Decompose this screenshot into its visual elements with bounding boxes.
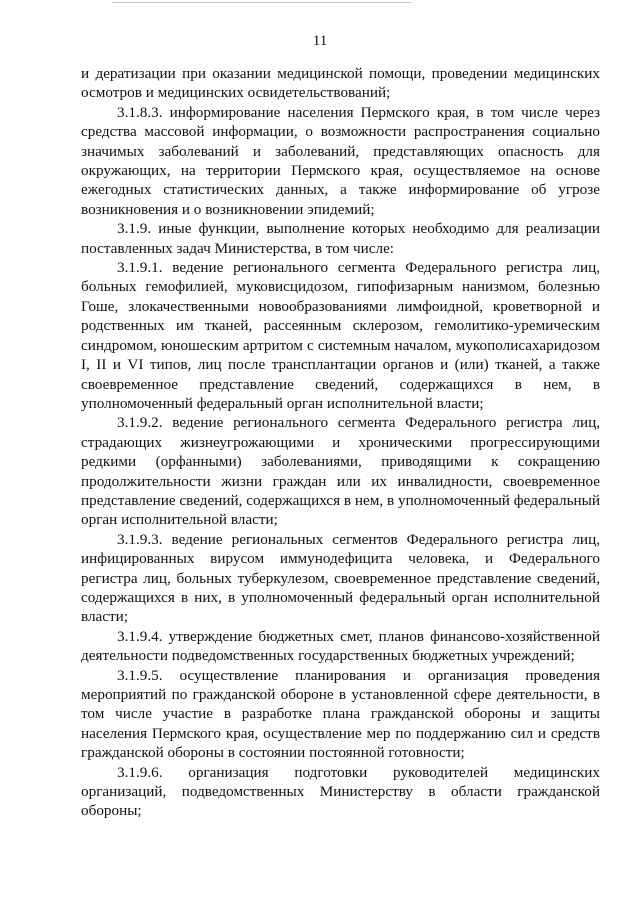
paragraph-3-1-9-1: 3.1.9.1. ведение регионального сегмента Федерального регистра лиц, больных гемофилией, муковисцидозом, гипофизарным нанизмом, болезнью Гоше, злокачественными новообразованиями лимфоидной, кроветворной и родственных им тканей, рассеянным склерозом, гемолитико-уремическим синдромом, юношеским артритом с системным началом, мукополисахаридозом I, II и VI типов, лиц после трансплантации органов и (или) тканей, а также своевременное представление сведений, содержащихся в нем, в уполномоченный федеральный орган исполнительной власти; (81, 259, 600, 412)
top-border-line (112, 2, 412, 3)
paragraph-3-1-9-3: 3.1.9.3. ведение региональных сегментов Федерального регистра лиц, инфицированных вирусом иммунодефицита человека, и Федерального регистра лиц, больных туберкулезом, своевременное представление сведений, содержащихся в них, в уполномоченный федеральный орган исполнительной власти; (81, 530, 600, 626)
page-number: 11 (312, 33, 328, 49)
document-body (81, 64, 600, 821)
paragraph-3-1-8-3: 3.1.8.3. информирование населения Пермского края, в том числе через средства массовой информации, о возможности распространения социально значимых заболеваний и заболеваний, представляющих опасность для окружающих, на территории Пермского края, осуществляемое на основе ежегодных статистических данных, а также информирование об угрозе возникновения и о возникновении эпидемий; (81, 103, 600, 218)
paragraph-3-1-9-6: 3.1.9.6. организация подготовки руководителей медицинских организаций, подведомственных Министерству в области гражданской обороны; (81, 763, 600, 820)
paragraph-3-1-9-5: 3.1.9.5. осуществление планирования и организация проведения мероприятий по гражданской обороне в установленной сфере деятельности, в том числе участие в разработке плана гражданской обороны и защиты населения Пермского края, осуществление мер по поддержанию сил и средств гражданской обороны в состоянии постоянной готовности; (81, 666, 600, 762)
paragraph-3-1-9: 3.1.9. иные функции, выполнение которых необходимо для реализации поставленных задач Министерства, в том числе: (81, 220, 600, 257)
paragraph-3-1-9-2: 3.1.9.2. ведение регионального сегмента Федерального регистра лиц, страдающих жизнеугрожающими и хроническими прогрессирующими редкими (орфанными) заболеваниями, приводящими к сокращению продолжительности жизни граждан или их инвалидности, своевременное представление сведений, содержащихся в нем, в уполномоченный федеральный орган исполнительной власти; (81, 414, 600, 529)
paragraph-dezinsection-continuation: и дератизации при оказании медицинской помощи, проведении медицинских осмотров и медицинских освидетельствований; (81, 65, 600, 102)
paragraph-3-1-9-4: 3.1.9.4. утверждение бюджетных смет, планов финансово-хозяйственной деятельности подведомственных государственных бюджетных учреждений; (81, 627, 600, 665)
